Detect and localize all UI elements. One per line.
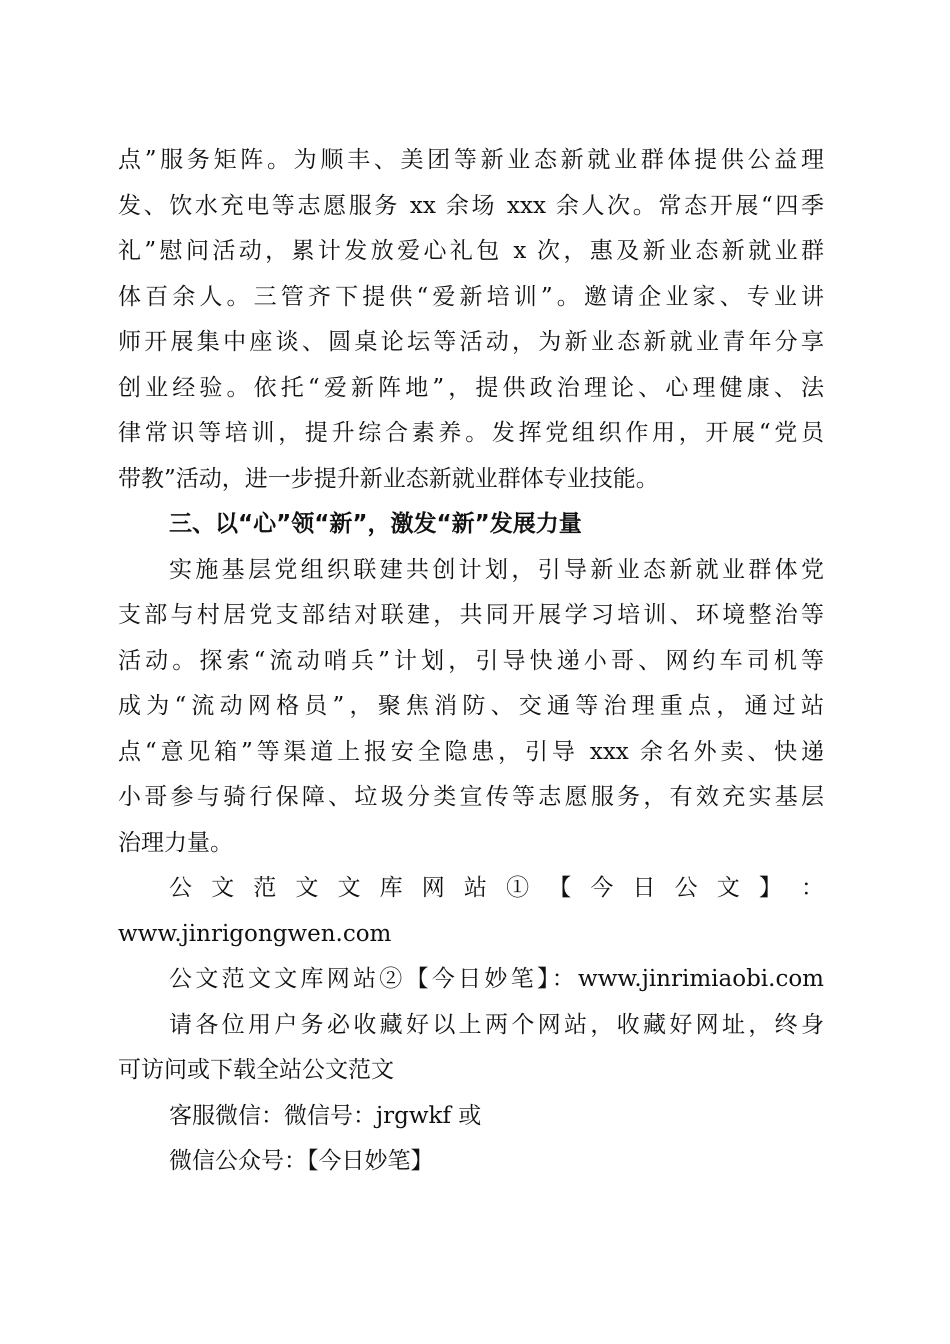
site-1-url: www.jinrigongwen.com [118,920,392,947]
paragraph-line: 点“意见箱”等渠道上报安全隐患，引导 xxx 余名外卖、快递 [118,738,824,765]
paragraph-line: 治理力量。 [118,829,233,856]
document-body [118,138,824,1185]
site-1-label: 公 文 范 文 文 库 网 站 ① 【 今 日 公 文 】 ： [169,875,824,901]
paragraph-line: 成为“流动网格员”，聚焦消防、交通等治理重点，通过站 [118,693,824,719]
paragraph-line: 礼”慰问活动，累计发放爱心礼包 x 次，惠及新业态新就业群 [118,238,824,264]
paragraph-line: 活动。探索“流动哨兵”计划，引导快递小哥、网约车司机等 [118,647,824,674]
site-2-line: 公文范文文库网站②【今日妙笔】：www.jinrimiaobi.com [169,966,824,992]
notice-line: 可访问或下载全站公文范文 [118,1057,394,1083]
paragraph-line: 体百余人。三管齐下提供“爱新培训”。邀请企业家、专业讲 [118,283,824,310]
official-account-line: 微信公众号：【今日妙笔】 [169,1148,434,1174]
paragraph-line: 律常识等培训，提升综合素养。发挥党组织作用，开展“党员 [118,420,824,446]
paragraph-line: 发、饮水充电等志愿服务 xx 余场 xxx 余人次。常态开展“四季 [118,192,824,219]
paragraph-line: 师开展集中座谈、圆桌论坛等活动，为新业态新就业青年分享 [118,329,824,355]
paragraph-line: 点”服务矩阵。为顺丰、美团等新业态新就业群体提供公益理 [118,147,824,173]
paragraph-line: 实施基层党组织联建共创计划，引导新业态新就业群体党 [169,556,824,583]
footer-promo [118,866,824,1185]
section-2-tail-paragraph [118,138,824,502]
paragraph-line: 小哥参与骑行保障、垃圾分类宣传等志愿服务，有效充实基层 [118,784,824,810]
wechat-line: 客服微信：微信号：jrgwkf 或 [169,1102,482,1129]
section-3-heading: 三、以“心”领“新”，激发“新”发展力量 [169,511,582,537]
paragraph-line: 创业经验。依托“爱新阵地”，提供政治理论、心理健康、法 [118,374,824,401]
paragraph-line: 带教”活动，进一步提升新业态新就业群体专业技能。 [118,465,659,492]
section-3-paragraph [118,548,824,867]
paragraph-line: 支部与村居党支部结对联建，共同开展学习培训、环境整治等 [118,602,824,628]
notice-line: 请各位用户务必收藏好以上两个网站，收藏好网址，终身 [169,1011,824,1038]
